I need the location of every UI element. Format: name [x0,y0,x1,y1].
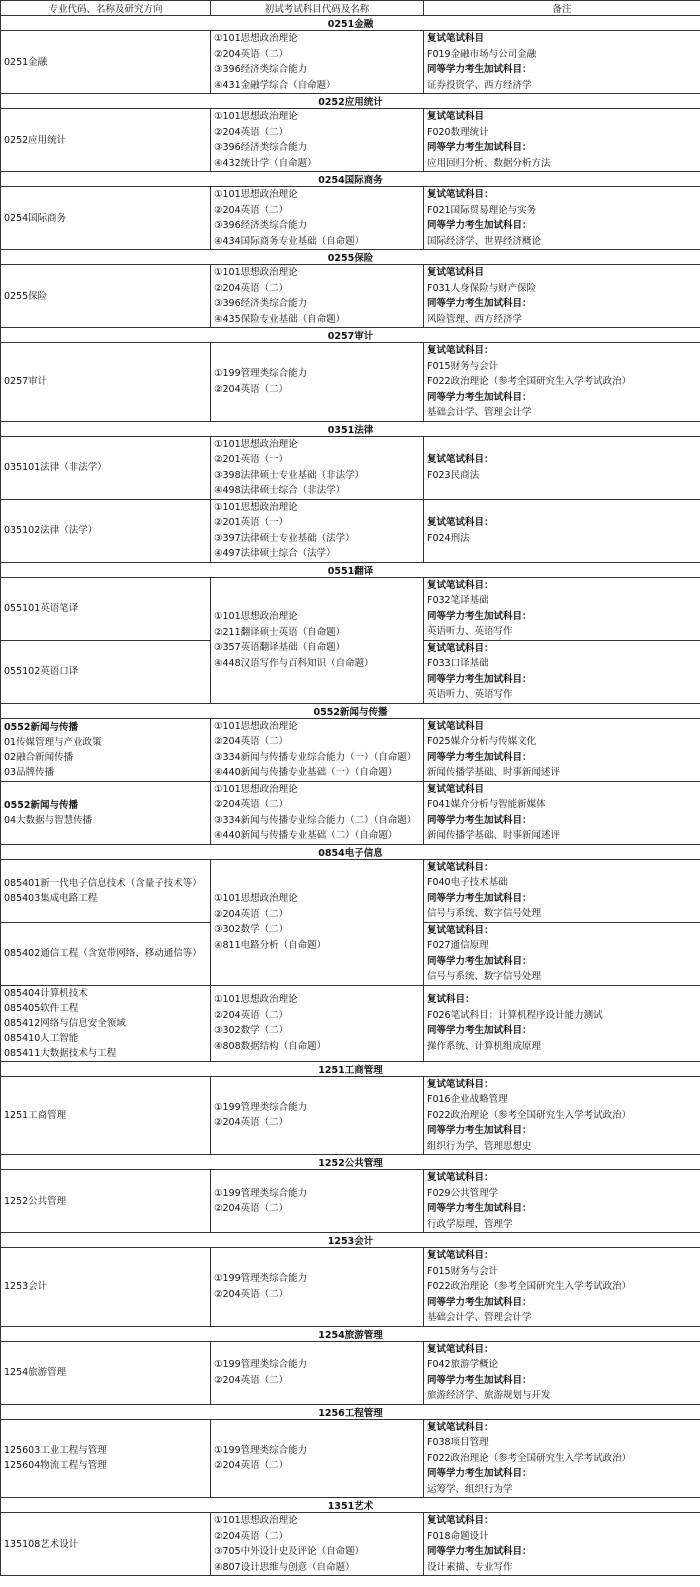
major-cell [1,1248,211,1327]
note-line: 同等学力考生加试科目： [427,1125,532,1136]
exam-line: ②204英语（二） [214,1460,289,1472]
exam-line: ③396经济类综合能力 [214,298,308,309]
exam-line: ④448汉语写作与百科知识（自命题） [214,657,374,669]
note-line: 同等学力考生加试科目： [427,673,532,685]
section-row [1,421,700,436]
major-line: 04大数据与智慧传播 [4,814,93,826]
note-line: F021国际贸易理论与实务 [427,204,537,216]
note-line: 信号与系统、数字信号处理 [427,971,542,982]
major-cell [1,1170,211,1233]
note-line: F020数理统计 [427,126,489,138]
exam-line: ①199管理类综合能力 [214,1273,308,1285]
note-line: 复试笔试科目： [427,1078,494,1090]
note-line: 复试笔试科目 [427,267,485,278]
section-row [1,844,700,859]
exam-line: ③334新闻与传播专业综合能力（二）（自命题） [214,814,417,826]
exam-line: ①101思想政治理论 [214,501,298,513]
major-cell [1,781,211,844]
table-row [1,781,700,844]
note-line: 设计素描、专业写作 [427,1561,513,1573]
exam-line: ②211翻译硕士英语（自命题） [214,626,346,638]
note-line: 同等学力考生加试科目： [427,1296,532,1308]
exam-line: ②204英语（二） [214,1288,289,1300]
exam-line: ①199管理类综合能力 [214,1444,308,1456]
section-row [1,16,700,31]
major-line: 1251工商管理 [4,1109,67,1121]
notes-cell [424,499,700,562]
major-cell [1,436,211,499]
note-line: F015财务与会计 [427,1265,499,1277]
exam-cell [211,985,424,1061]
exam-cell [211,343,424,422]
major-cell [1,718,211,781]
exam-line: ③302数学（二） [214,924,289,935]
exam-line: ④497法律硕士综合（法学） [214,548,336,559]
section-title: 0552新闻与传播 [1,703,700,718]
note-line: 复试笔试科目： [427,345,494,356]
exam-cell [211,436,424,499]
exam-cell [211,265,424,328]
exam-cell [211,499,424,562]
section-title: 1351艺术 [1,1498,700,1513]
note-line: 同等学力考生加试科目： [427,814,532,826]
exam-line: ④435保险专业基础（自命题） [214,313,346,325]
exam-line: ①101思想政治理论 [214,33,298,44]
exam-line: ①199管理类综合能力 [214,1101,308,1113]
note-line: 同等学力考生加试科目： [427,220,532,231]
exam-line: ①101思想政治理论 [214,1515,298,1526]
exam-line: ④440新闻与传播专业基础（一）（自命题） [214,767,398,778]
major-line: 035101法律（非法学） [4,462,107,473]
notes-cell [424,985,700,1061]
note-line: 操作系统、计算机组成原理 [427,1040,542,1052]
exam-line: ①101思想政治理论 [214,994,298,1005]
major-line: 01传媒管理与产业政策 [4,736,102,748]
note-line: F022政治理论（参考全国研究生入学考试政治） [427,1109,632,1121]
note-line: F022政治理论（参考全国研究生入学考试政治） [427,376,632,387]
section-row [1,250,700,265]
note-line: 同等学力考生加试科目： [427,955,532,967]
note-line: F018命题设计 [427,1530,489,1542]
major-line: 085401新一代电子信息技术（含量子技术等） [4,877,202,889]
notes-cell [424,1170,700,1233]
section-row [1,1233,700,1248]
exam-line: ②201英语（一） [214,517,289,528]
header-notes: 备注 [424,1,700,16]
table-row [1,1076,700,1155]
section-title: 0252应用统计 [1,94,700,109]
notes-cell [424,436,700,499]
notes-cell [424,1419,700,1498]
section-title: 1251工商管理 [1,1061,700,1076]
note-line: F024刑法 [427,532,470,544]
exam-line: ②201英语（一） [214,454,289,465]
major-cell [1,343,211,422]
exam-line: ①101思想政治理论 [214,189,298,200]
note-line: F042旅游学概论 [427,1359,499,1370]
table-row [1,499,700,562]
note-line: 行政学原理、管理学 [427,1218,513,1230]
notes-cell [424,781,700,844]
note-line: 同等学力考生加试科目： [427,142,532,153]
exam-line: ②204英语（二） [214,1530,289,1542]
notes-cell [424,265,700,328]
major-cell [1,109,211,172]
note-line: 复试笔试科目： [427,517,494,528]
note-line: F041媒介分析与智能新媒体 [427,799,546,810]
major-line: 1254旅游管理 [4,1367,67,1378]
major-line: 125603工业工程与管理 [4,1445,107,1457]
table-row [1,109,700,172]
notes-cell [424,577,700,640]
note-line: 新闻传播学基础、时事新闻述评 [427,830,561,841]
exam-cell [211,1513,424,1576]
section-title: 0257审计 [1,328,700,343]
exam-line: ②204英语（二） [214,48,289,60]
table-row [1,1419,700,1498]
note-line: 复试笔试科目 [427,111,485,122]
notes-cell [424,922,700,985]
header-row [1,1,700,16]
major-line: 125604物流工程与管理 [4,1460,107,1472]
table-row [1,187,700,250]
note-line: 复试笔试科目： [427,189,494,200]
exam-line: ②204英语（二） [214,736,289,747]
note-line: 同等学力考生加试科目： [427,1025,532,1036]
note-line: 英语听力、英语写作 [427,689,513,700]
section-title: 0551翻译 [1,562,700,577]
note-line: 同等学力考生加试科目： [427,610,532,622]
exam-line: ②204英语（二） [214,282,289,294]
exam-cell [211,109,424,172]
exam-line: ③396经济类综合能力 [214,220,308,231]
exam-line: ②204英语（二） [214,1374,289,1386]
section-title: 0351法律 [1,421,700,436]
note-line: 同等学力考生加试科目： [427,1374,532,1386]
major-cell [1,31,211,94]
major-line: 0552新闻与传播 [4,721,78,733]
note-line: F019金融市场与公司金融 [427,48,537,60]
section-title: 1256工程管理 [1,1404,700,1419]
exam-line: ①101思想政治理论 [214,783,298,795]
table-row [1,265,700,328]
major-line: 02融合新闻传播 [4,751,74,763]
notes-cell [424,187,700,250]
note-line: 同等学力考生加试科目： [427,64,532,75]
major-line: 085402通信工程（含宽带网络、移动通信等） [4,948,202,959]
major-line: 085410人工智能 [4,1032,79,1044]
exam-line: ②204英语（二） [214,908,289,920]
section-row [1,562,700,577]
note-line: 基础会计学、管理会计学 [427,1312,532,1323]
major-line: 0252应用统计 [4,134,67,146]
section-title: 1253会计 [1,1233,700,1248]
note-line: 旅游经济学、旅游规划与开发 [427,1390,551,1401]
exam-line: ②204英语（二） [214,1009,289,1021]
exam-line: ④432统计学（自命题） [214,157,317,169]
exam-cell [211,1341,424,1404]
major-line: 0255保险 [4,290,48,302]
section-row [1,94,700,109]
note-line: 英语听力、英语写作 [427,626,513,637]
major-cell [1,922,211,985]
major-cell [1,1513,211,1576]
major-cell [1,499,211,562]
exam-cell [211,718,424,781]
note-line: F027通信原理 [427,940,489,951]
exam-cell [211,1419,424,1498]
section-title: 1252公共管理 [1,1155,700,1170]
note-line: F016企业战略管理 [427,1094,508,1105]
section-row [1,1404,700,1419]
notes-cell [424,343,700,422]
note-line: F040电子技术基础 [427,877,508,888]
notes-cell [424,718,700,781]
section-row [1,1061,700,1076]
note-line: 复试笔试科目： [427,642,494,654]
header-major: 专业代码、名称及研究方向 [1,1,211,16]
note-line: 应用回归分析、数据分析方法 [427,157,551,169]
notes-cell [424,1341,700,1404]
exam-cell [211,1076,424,1155]
exam-line: ②204英语（二） [214,1117,289,1129]
exam-line: ②204英语（二） [214,204,289,216]
section-row [1,1326,700,1341]
note-line: F023民商法 [427,469,480,481]
section-title: 0251金融 [1,16,700,31]
exam-line: ③705中外设计史及评论（自命题） [214,1546,365,1557]
notes-cell [424,640,700,703]
note-line: 复试笔试科目： [427,924,494,936]
exam-line: ④811电路分析（自命题） [214,939,327,951]
exam-line: ①199管理类综合能力 [214,1187,308,1199]
note-line: 基础会计学、管理会计学 [427,407,532,418]
exam-line: ②204英语（二） [214,126,289,138]
table-row [1,859,700,922]
note-line: 同等学力考生加试科目： [427,892,532,904]
major-line: 085412网络与信息安全领域 [4,1017,126,1029]
exam-line: ④440新闻与传播专业基础（二）（自命题） [214,830,398,841]
note-line: 证券投资学、西方经济学 [427,79,532,91]
exam-line: ③396经济类综合能力 [214,142,308,153]
major-cell [1,187,211,250]
section-title: 0854电子信息 [1,844,700,859]
notes-cell [424,1076,700,1155]
section-row [1,703,700,718]
exam-line: ②204英语（二） [214,799,289,810]
table-row [1,31,700,94]
note-line: 同等学力考生加试科目： [427,1546,532,1557]
exam-line: ②204英语（二） [214,383,289,395]
note-line: F026笔试科目：计算机程序设计能力测试 [427,1009,603,1021]
note-line: 复试笔试科目 [427,33,485,44]
major-cell [1,640,211,703]
exam-line: ②204英语（二） [214,1203,289,1214]
exam-line: ①101思想政治理论 [214,611,298,622]
exam-cell [211,859,424,985]
major-line: 0552新闻与传播 [4,799,78,811]
section-row [1,1155,700,1170]
section-row [1,1498,700,1513]
note-line: 同等学力考生加试科目： [427,298,532,309]
exam-line: ①199管理类综合能力 [214,368,308,380]
major-cell [1,1076,211,1155]
exam-line: ③397法律硕士专业基础（法学） [214,532,355,544]
exam-line: ③334新闻与传播专业综合能力（一）（自命题） [214,751,417,763]
major-line: 085405软件工程 [4,1002,79,1014]
notes-cell [424,1513,700,1576]
major-line: 03品牌传播 [4,766,55,778]
note-line: 复试笔试科目： [427,1250,494,1261]
note-line: 组织行为学、管理思想史 [427,1140,532,1152]
exam-line: ④808数据结构（自命题） [214,1040,327,1052]
note-line: F022政治理论（参考全国研究生入学考试政治） [427,1281,632,1292]
exam-line: ③398法律硕士专业基础（非法学） [214,469,365,481]
note-line: 复试笔试科目： [427,1421,494,1433]
exam-cell [211,781,424,844]
exam-cell [211,1248,424,1327]
exam-line: ③302数学（二） [214,1025,289,1036]
major-cell [1,985,211,1061]
major-cell [1,1419,211,1498]
major-line: 055101英语笔译 [4,603,79,614]
table-row [1,343,700,422]
exam-line: ④434国际商务专业基础（自命题） [214,235,365,247]
note-line: 风险管理、西方经济学 [427,313,523,325]
exam-line: ④498法律硕士综合（非法学） [214,485,346,496]
note-line: 同等学力考生加试科目： [427,1203,532,1214]
exam-line: ④431金融学综合（自命题） [214,79,336,91]
section-row [1,172,700,187]
major-line: 1252公共管理 [4,1195,67,1207]
major-cell [1,859,211,922]
note-line: F033口译基础 [427,658,489,669]
note-line: 复试笔试科目 [427,720,485,732]
exam-line: ①101思想政治理论 [214,893,298,904]
major-line: 0257审计 [4,376,48,388]
notes-cell [424,1248,700,1327]
major-line: 085404计算机技术 [4,987,88,999]
section-title: 0254国际商务 [1,172,700,187]
note-line: 同等学力考生加试科目： [427,751,532,763]
note-line: F031人身保险与财产保险 [427,282,537,294]
major-cell [1,577,211,640]
major-line: 135108艺术设计 [4,1538,79,1550]
major-line: 055102英语口译 [4,666,79,677]
major-line: 085411大数据技术与工程 [4,1047,117,1059]
notes-cell [424,109,700,172]
note-line: F015财务与会计 [427,360,499,372]
section-title: 0255保险 [1,250,700,265]
major-cell [1,1341,211,1404]
note-line: 运筹学、组织行为学 [427,1483,513,1495]
table-body [1,16,700,1576]
table-row [1,1248,700,1327]
exam-cell [211,31,424,94]
major-line: 0251金融 [4,56,48,68]
table-row [1,436,700,499]
note-line: F032笔译基础 [427,595,489,606]
exam-line: ③396经济类综合能力 [214,64,308,75]
note-line: 复试笔试科目： [427,454,494,465]
note-line: F022政治理论（参考全国研究生入学考试政治） [427,1452,632,1464]
table-row [1,718,700,781]
exam-line: ①199管理类综合能力 [214,1359,308,1370]
section-title: 1254旅游管理 [1,1326,700,1341]
note-line: 复试笔试科目： [427,579,494,591]
note-line: 信号与系统、数字信号处理 [427,908,542,919]
exam-cell [211,1170,424,1233]
note-line: 复试笔试科目： [427,1343,494,1355]
section-row [1,328,700,343]
note-line: F038项目管理 [427,1437,489,1448]
note-line: F029公共管理学 [427,1187,499,1199]
table-row [1,985,700,1061]
table-row [1,1513,700,1576]
major-line: 085403集成电路工程 [4,892,98,904]
note-line: F025媒介分析与传媒文化 [427,736,537,747]
note-line: 复试笔试科目： [427,861,494,873]
exam-line: ①101思想政治理论 [214,720,298,732]
major-line: 0254国际商务 [4,212,67,224]
table-row [1,1341,700,1404]
note-line: 复试笔试科目： [427,1515,494,1526]
header-exams: 初试考试科目代码及名称 [211,1,424,16]
notes-cell [424,31,700,94]
note-line: 复试笔试科目： [427,1172,494,1183]
exam-line: ①101思想政治理论 [214,111,298,122]
exam-cell [211,577,424,703]
note-line: 新闻传播学基础、时事新闻述评 [427,767,561,778]
exam-line: ③357英语翻译基础（自命题） [214,642,346,653]
note-line: 同等学力考生加试科目： [427,1468,532,1479]
table-row [1,577,700,640]
notes-cell [424,859,700,922]
exam-cell [211,187,424,250]
exam-line: ①101思想政治理论 [214,267,298,278]
major-cell [1,265,211,328]
exam-line: ①101思想政治理论 [214,438,298,450]
major-line: 1253会计 [4,1281,48,1293]
exam-line: ④807设计思维与创意（自命题） [214,1561,355,1573]
note-line: 国际经济学、世界经济概论 [427,235,542,247]
table-row [1,1170,700,1233]
note-line: 同等学力考生加试科目： [427,391,532,403]
note-line: 复试科目： [427,994,475,1005]
major-line: 035102法律（法学） [4,525,98,536]
note-line: 复试笔试科目 [427,783,485,795]
